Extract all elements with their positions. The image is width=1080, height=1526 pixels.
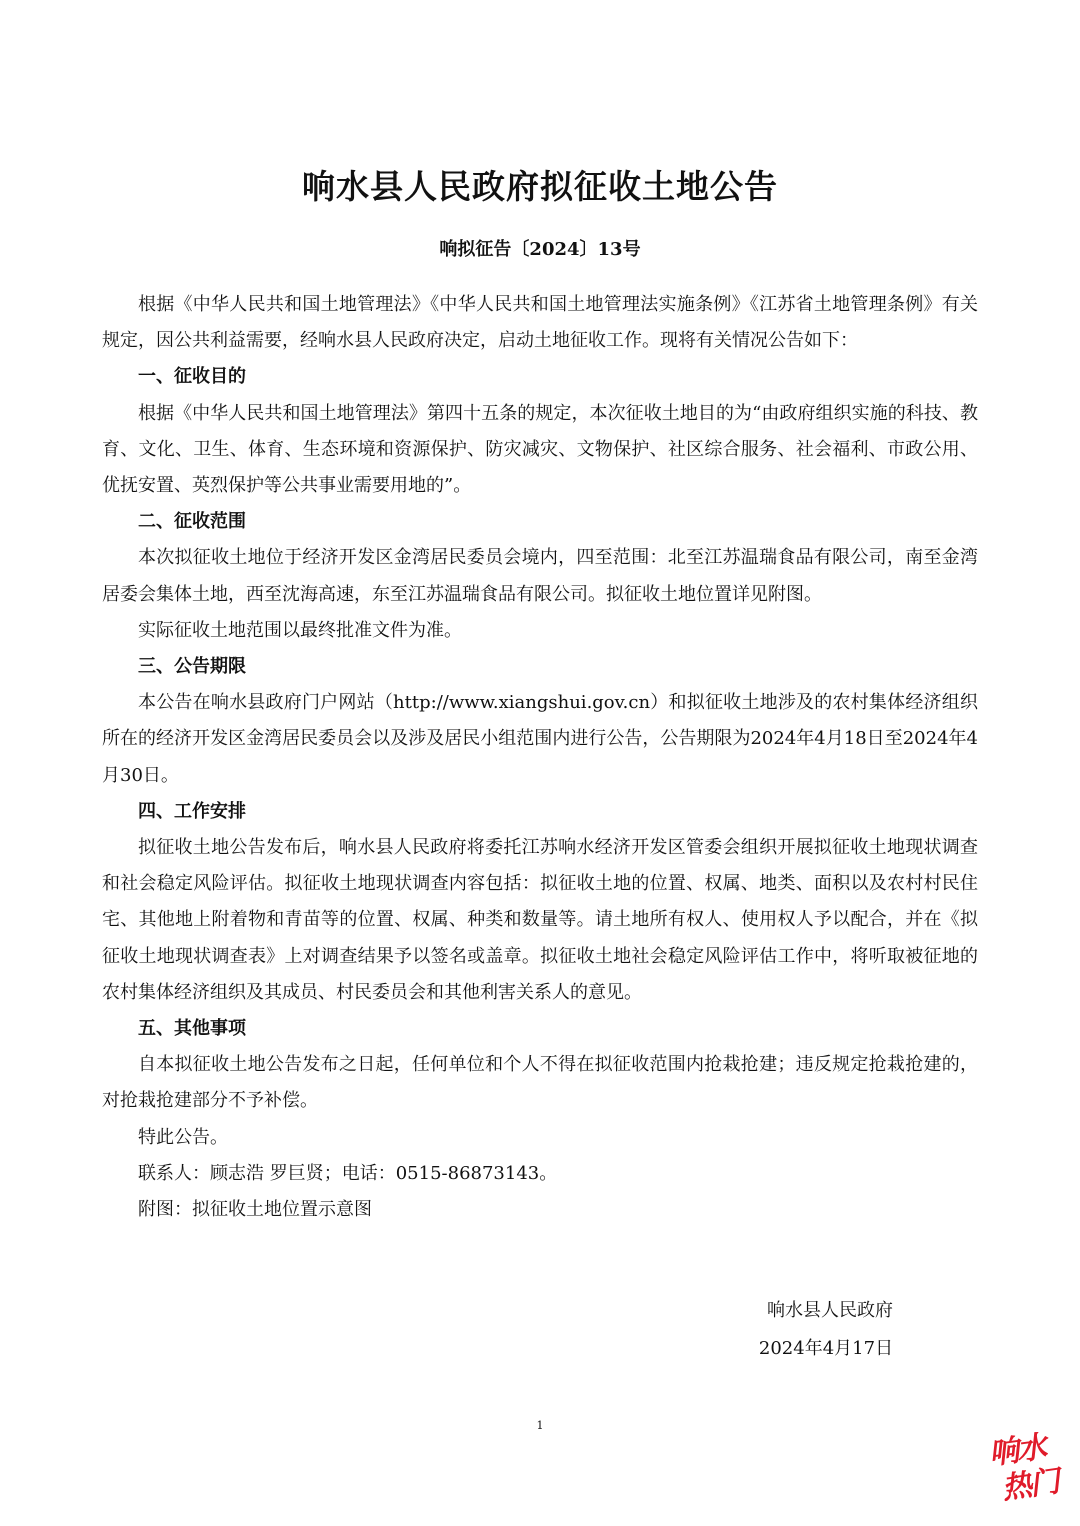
page-number: 1 [536,1419,544,1432]
watermark-line-2: 热门 [999,1464,1061,1507]
section-paragraph: 根据《中华人民共和国土地管理法》第四十五条的规定，本次征收土地目的为“由政府组织实施的科技、教育、文化、卫生、体育、生态环境和资源保护、防灾减灾、文物保护、社区综合服务、社会福利、市政公用、优抚安置、英烈保护等公共事业需要用地的”。 [102,402,978,497]
section-heading-other: 五、其他事项 [138,1018,246,1040]
signature-date: 2024年4月17日 [758,1338,894,1359]
section-paragraph: 拟征收土地公告发布后，响水县人民政府将委托江苏响水经济开发区管委会组织开展拟征收土地现状调查和社会稳定风险评估。拟征收土地现状调查内容包括：拟征收土地的位置、权属、地类、面积以及农村村民住宅、其他地上附着物和青苗等的位置、权属、种类和数量等。请土地所有权人、使用权人予以配合，并在《拟征收土地现状调查表》上对调查结果予以签名或盖章。拟征收土地社会稳定风险评估工作中，将听取被征地的农村集体经济组织及其成员、村民委员会和其他利害关系人的意见。 [102,837,978,1003]
document-body [102,287,978,1228]
signature-organization: 响水县人民政府 [767,1300,893,1321]
attachment-note: 附图：拟征收土地位置示意图 [138,1199,372,1221]
contact-info: 联系人：顾志浩 罗巨贤；电话：0515-86873143。 [138,1162,558,1184]
section-paragraph: 本次拟征收土地位于经济开发区金湾居民委员会境内，四至范围：北至江苏温瑞食品有限公司，南至金湾居委会集体土地，西至沈海高速，东至江苏温瑞食品有限公司。拟征收土地位置详见附图。 [102,547,978,605]
section-paragraph: 实际征收土地范围以最终批准文件为准。 [138,619,462,641]
section-paragraph: 本公告在响水县政府门户网站（http://www.xiangshui.gov.cn）和拟征收土地涉及的农村集体经济组织所在的经济开发区金湾居民委员会以及涉及居民小组范围内进行公告，公告期限为2024年4月18日至2024年4月30日。 [102,692,978,786]
page-title: 响水县人民政府拟征收土地公告 [302,167,778,206]
section-paragraph: 自本拟征收土地公告发布之日起，任何单位和个人不得在拟征收范围内抢栽抢建；违反规定抢栽抢建的，对抢栽抢建部分不予补偿。 [102,1054,978,1112]
intro-paragraph: 根据《中华人民共和国土地管理法》《中华人民共和国土地管理法实施条例》《江苏省土地管理条例》有关规定，因公共利益需要，经响水县人民政府决定，启动土地征收工作。现将有关情况公告如下： [102,294,978,352]
closing-statement: 特此公告。 [138,1126,228,1148]
section-heading-period: 三、公告期限 [138,656,246,678]
watermark-logo [981,1427,1075,1518]
watermark-line-1: 响水 [986,1429,1048,1473]
section-heading-scope: 二、征收范围 [138,511,246,533]
document-number: 响拟征告〔2024〕13号 [439,239,641,260]
section-heading-arrangement: 四、工作安排 [138,800,246,822]
section-heading-purpose: 一、征收目的 [138,366,246,388]
